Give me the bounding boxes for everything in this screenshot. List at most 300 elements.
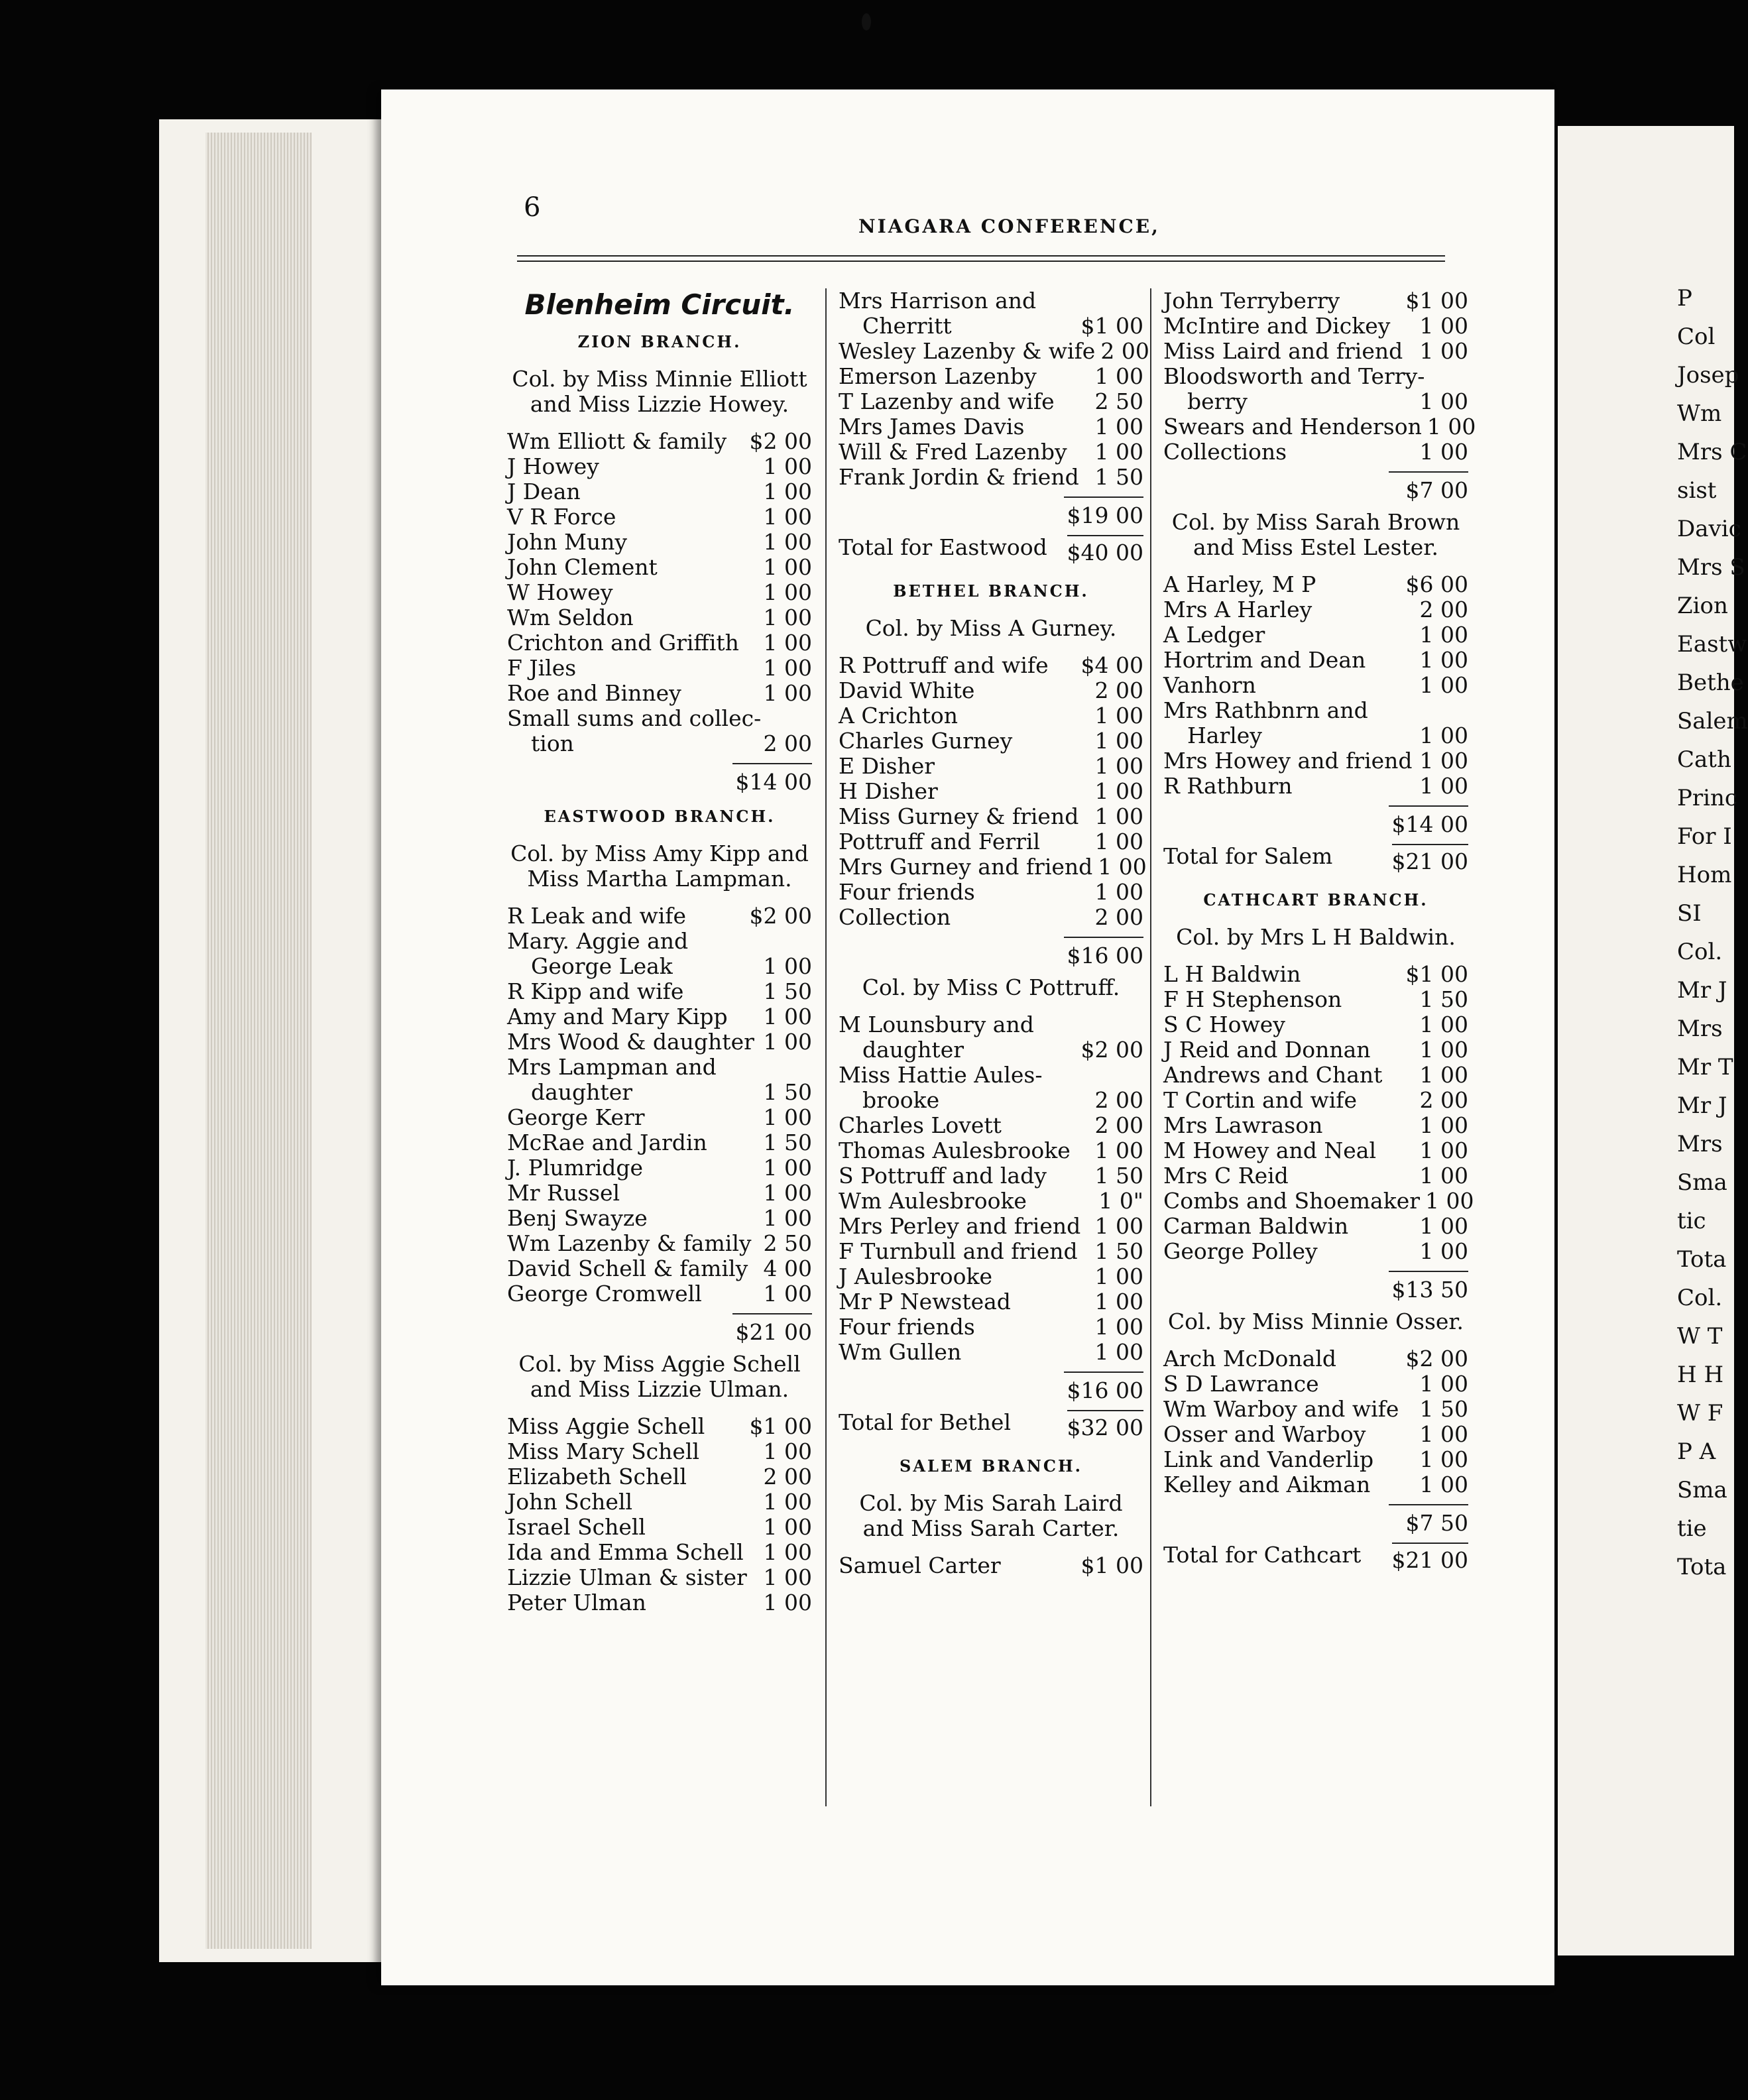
zion-branch-header: ZION BRANCH. bbox=[577, 332, 742, 351]
entry-row bbox=[839, 1063, 1143, 1088]
entry-amount: 1 00 bbox=[1094, 803, 1143, 829]
entry-amount: 1 00 bbox=[763, 529, 812, 555]
entry-amount: 1 00 bbox=[1419, 1213, 1468, 1239]
entry-row bbox=[1163, 1163, 1468, 1189]
entry-row bbox=[507, 1055, 812, 1080]
entry-row bbox=[1163, 1397, 1468, 1422]
entry-name: S C Howey bbox=[1163, 1012, 1285, 1037]
entry-name: Hortrim and Dean bbox=[1163, 647, 1366, 673]
entry-amount: 1 50 bbox=[1094, 464, 1143, 490]
entry-name: Israel Schell bbox=[507, 1514, 646, 1540]
entry-name: Wesley Lazenby & wife bbox=[839, 338, 1096, 364]
entry-amount: 1 00 bbox=[1419, 1112, 1468, 1138]
header-rule bbox=[517, 255, 1445, 262]
entry-name: J Dean bbox=[507, 479, 581, 504]
cathcart-entries-2 bbox=[1163, 1346, 1468, 1497]
next-page-fragment: Mr J bbox=[1677, 977, 1727, 1004]
book-page-edges bbox=[205, 133, 312, 1949]
scan-speck bbox=[862, 13, 871, 30]
entry-row bbox=[1163, 1037, 1468, 1063]
entry-row bbox=[507, 706, 812, 731]
entry-name: F H Stephenson bbox=[1163, 986, 1342, 1012]
entry-row bbox=[839, 439, 1143, 465]
entry-name: Four friends bbox=[839, 1314, 975, 1340]
entry-name: Kelley and Aikman bbox=[1163, 1472, 1371, 1497]
entry-amount: 1 00 bbox=[763, 1514, 812, 1540]
next-page-fragment: Eastw bbox=[1677, 631, 1747, 658]
entry-amount: 1 00 bbox=[763, 1155, 812, 1181]
entry-amount: 1 00 bbox=[763, 1205, 812, 1231]
entry-name: Mrs Perley and friend bbox=[839, 1213, 1081, 1239]
entry-name: Mrs Gurney and friend bbox=[839, 854, 1093, 880]
entry-name: Bloodsworth and Terry- bbox=[1163, 363, 1425, 389]
entry-name: Vanhorn bbox=[1163, 672, 1256, 698]
next-page-fragment: W T bbox=[1677, 1323, 1723, 1350]
entry-row bbox=[507, 555, 812, 580]
entry-amount: 1 50 bbox=[763, 1079, 812, 1105]
entry-amount: 1 50 bbox=[763, 1130, 812, 1155]
page-number: 6 bbox=[524, 192, 541, 223]
entry-amount: 1 00 bbox=[763, 1104, 812, 1130]
entry-row bbox=[507, 681, 812, 706]
entry-row bbox=[1163, 1239, 1468, 1264]
bethel-total: $32 00 bbox=[1067, 1410, 1143, 1440]
eastwood-branch-header: EASTWOOD BRANCH. bbox=[544, 807, 776, 826]
entry-row bbox=[507, 1105, 812, 1130]
entry-row bbox=[507, 929, 812, 954]
entry-amount: 1 00 bbox=[1419, 1037, 1468, 1063]
circuit-title: Blenheim Circuit. bbox=[524, 288, 795, 321]
entry-amount: 1 00 bbox=[1094, 1213, 1143, 1239]
entry-name: George Kerr bbox=[507, 1104, 645, 1130]
entry-row bbox=[839, 389, 1143, 414]
entry-row bbox=[1163, 1472, 1468, 1497]
entry-amount: 2 00 bbox=[763, 1464, 812, 1489]
salem-entries-2 bbox=[1163, 572, 1468, 799]
eastwood-collector-2: Col. by Miss Aggie Schell and Miss Lizzie Ulman. bbox=[518, 1351, 801, 1402]
entry-name: Peter Ulman bbox=[507, 1590, 646, 1615]
entry-amount: 1 00 bbox=[763, 630, 812, 656]
entry-row bbox=[507, 1155, 812, 1181]
entry-amount: 1 50 bbox=[1094, 1163, 1143, 1189]
entry-name: George Polley bbox=[1163, 1238, 1318, 1264]
next-page bbox=[1558, 126, 1748, 1955]
entry-row bbox=[1163, 987, 1468, 1012]
entry-name: Mrs James Davis bbox=[839, 414, 1025, 439]
column-divider bbox=[1150, 288, 1151, 1806]
entry-amount: 1 00 bbox=[1427, 414, 1476, 439]
entry-name: Ida and Emma Schell bbox=[507, 1539, 744, 1565]
entry-amount: 2 00 bbox=[1094, 1087, 1143, 1113]
cathcart-total: $21 00 bbox=[1392, 1543, 1468, 1573]
entry-name: V R Force bbox=[507, 504, 616, 530]
entry-amount: 1 50 bbox=[1094, 1238, 1143, 1264]
entry-amount: 1 00 bbox=[763, 605, 812, 630]
entry-amount: $1 00 bbox=[749, 1413, 812, 1439]
entry-amount: 1 00 bbox=[763, 1539, 812, 1565]
entry-row bbox=[1163, 1214, 1468, 1239]
entry-name: George Cromwell bbox=[507, 1281, 702, 1307]
entry-amount: 1 00 bbox=[1094, 1263, 1143, 1289]
eastwood-subtotal-1: $21 00 bbox=[732, 1313, 812, 1345]
entry-row bbox=[839, 905, 1143, 930]
entry-row bbox=[839, 288, 1143, 314]
entry-name: E Disher bbox=[839, 753, 935, 779]
entry-name: M Howey and Neal bbox=[1163, 1138, 1377, 1163]
entry-amount bbox=[1138, 1063, 1143, 1088]
entry-name: Swears and Henderson bbox=[1163, 414, 1422, 439]
entry-row bbox=[839, 1289, 1143, 1314]
entry-row bbox=[507, 630, 812, 656]
entry-name: A Harley, M P bbox=[1163, 571, 1316, 597]
salem-subtotal-2: $14 00 bbox=[1389, 805, 1468, 837]
entry-row bbox=[507, 1080, 812, 1105]
entry-row bbox=[507, 530, 812, 555]
entry-amount: 1 00 bbox=[763, 554, 812, 580]
entry-amount: 1 00 bbox=[763, 1590, 812, 1615]
entry-row bbox=[507, 1414, 812, 1439]
entry-row bbox=[507, 1256, 812, 1281]
entry-row bbox=[1163, 774, 1468, 799]
next-page-fragment: For I bbox=[1677, 823, 1732, 850]
entry-amount bbox=[807, 1055, 812, 1080]
entry-name: Pottruff and Ferril bbox=[839, 829, 1041, 854]
entry-name: Will & Fred Lazenby bbox=[839, 439, 1067, 465]
entry-amount: 1 00 bbox=[1094, 703, 1143, 729]
next-page-fragment: Mrs bbox=[1677, 1131, 1723, 1157]
next-page-fragment: sist bbox=[1677, 477, 1717, 504]
cathcart-subtotal-1: $13 50 bbox=[1389, 1271, 1468, 1303]
entry-amount: 2 50 bbox=[763, 1230, 812, 1256]
entry-amount: 1 00 bbox=[1094, 1339, 1143, 1365]
entry-amount: 1 00 bbox=[1425, 1188, 1474, 1214]
next-page-fragment: H H bbox=[1677, 1362, 1724, 1388]
entry-amount: 2 00 bbox=[1100, 338, 1149, 364]
entry-name: R Kipp and wife bbox=[507, 978, 684, 1004]
next-page-fragment: Col. bbox=[1677, 1285, 1723, 1311]
entry-row bbox=[507, 1515, 812, 1540]
entry-row bbox=[1163, 314, 1468, 339]
salem-total-label: Total for Salem bbox=[1163, 843, 1333, 869]
next-page-fragment: Sma bbox=[1677, 1169, 1727, 1196]
entry-amount: $1 00 bbox=[1405, 961, 1468, 987]
entry-name: David White bbox=[839, 677, 975, 703]
entry-name: John Clement bbox=[507, 554, 658, 580]
entry-name: Wm Elliott & family bbox=[507, 428, 727, 454]
entry-row bbox=[839, 1138, 1143, 1163]
bethel-branch-header: BETHEL BRANCH. bbox=[893, 581, 1089, 601]
entry-name: tion bbox=[531, 730, 574, 756]
salem-total: $21 00 bbox=[1392, 844, 1468, 874]
entry-amount: 1 00 bbox=[1419, 338, 1468, 364]
entry-row bbox=[507, 1439, 812, 1464]
entry-row bbox=[507, 1489, 812, 1515]
entry-amount: 1 00 bbox=[763, 504, 812, 530]
next-page-fragment: SI bbox=[1677, 900, 1702, 927]
entry-row bbox=[1163, 1113, 1468, 1138]
entry-amount: 1 00 bbox=[1419, 723, 1468, 748]
entry-name: R Pottruff and wife bbox=[839, 652, 1049, 678]
entry-row bbox=[839, 1012, 1143, 1037]
entry-name: Charles Gurney bbox=[839, 728, 1013, 754]
next-page-fragments bbox=[1677, 285, 1748, 1592]
entry-name: Samuel Carter bbox=[839, 1552, 1001, 1578]
entry-amount: 2 00 bbox=[763, 730, 812, 756]
entry-row bbox=[507, 454, 812, 479]
entry-row bbox=[1163, 1188, 1474, 1214]
entry-name: M Lounsbury and bbox=[839, 1012, 1034, 1037]
entry-amount: 1 00 bbox=[1094, 778, 1143, 804]
entry-row bbox=[839, 314, 1143, 339]
entry-amount: 1 00 bbox=[763, 479, 812, 504]
entry-row bbox=[839, 678, 1143, 703]
entry-row bbox=[507, 1029, 812, 1055]
entry-amount bbox=[807, 706, 812, 731]
entry-row bbox=[1163, 673, 1468, 698]
entry-row bbox=[839, 1239, 1143, 1264]
entry-name: Carman Baldwin bbox=[1163, 1213, 1349, 1239]
next-page-fragment: Zion bbox=[1677, 593, 1728, 619]
entry-row bbox=[839, 1340, 1143, 1365]
entry-row bbox=[1163, 1063, 1468, 1088]
entry-row bbox=[839, 1037, 1143, 1063]
salem-branch-header: SALEM BRANCH. bbox=[900, 1456, 1082, 1476]
entry-name: Mr P Newstead bbox=[839, 1289, 1011, 1314]
entry-name: Mrs Harrison and bbox=[839, 288, 1037, 314]
entry-row bbox=[839, 754, 1143, 779]
entry-amount: 1 00 bbox=[1098, 854, 1147, 880]
entry-amount: 1 00 bbox=[763, 1029, 812, 1055]
entry-amount: 1 00 bbox=[1419, 1472, 1468, 1497]
entry-row bbox=[507, 1004, 812, 1029]
entry-amount: 1 00 bbox=[1419, 647, 1468, 673]
entry-row bbox=[839, 364, 1143, 389]
entry-amount: 2 00 bbox=[1094, 904, 1143, 930]
entry-amount: 1 00 bbox=[1419, 1163, 1468, 1189]
entry-amount: 1 00 bbox=[1419, 388, 1468, 414]
bethel-collector-1: Col. by Miss A Gurney. bbox=[865, 615, 1117, 641]
entry-row bbox=[507, 954, 812, 979]
entry-row bbox=[839, 829, 1143, 854]
column-1 bbox=[507, 288, 812, 1615]
entry-name: Mrs A Harley bbox=[1163, 597, 1312, 622]
entry-name: Benj Swayze bbox=[507, 1205, 648, 1231]
entry-amount bbox=[1463, 698, 1468, 723]
entry-amount: 1 00 bbox=[763, 655, 812, 681]
entry-amount: 1 00 bbox=[1419, 748, 1468, 774]
entry-amount: 2 00 bbox=[1419, 597, 1468, 622]
entry-name: daughter bbox=[531, 1079, 632, 1105]
entry-name: berry bbox=[1187, 388, 1248, 414]
entry-row bbox=[507, 504, 812, 530]
entry-name: R Leak and wife bbox=[507, 903, 687, 929]
entry-row bbox=[1163, 1422, 1468, 1447]
entry-row bbox=[1163, 1447, 1468, 1472]
entry-row bbox=[839, 854, 1147, 880]
entry-name: J Aulesbrooke bbox=[839, 1263, 992, 1289]
entry-name: Mrs Howey and friend bbox=[1163, 748, 1413, 774]
entry-row bbox=[839, 653, 1143, 678]
entry-row bbox=[1163, 1371, 1468, 1397]
entry-row bbox=[1163, 572, 1468, 597]
entry-name: Arch McDonald bbox=[1163, 1346, 1337, 1371]
entry-name: Thomas Aulesbrooke bbox=[839, 1138, 1071, 1163]
entry-row bbox=[839, 880, 1143, 905]
next-page-fragment: P bbox=[1677, 285, 1692, 312]
entry-row bbox=[839, 1553, 1143, 1578]
next-page-fragment: Tota bbox=[1677, 1246, 1727, 1273]
entry-amount: 1 00 bbox=[1419, 1138, 1468, 1163]
entry-name: H Disher bbox=[839, 778, 938, 804]
entry-amount: 1 00 bbox=[1419, 773, 1468, 799]
eastwood-entries-2a bbox=[507, 1414, 812, 1615]
cathcart-total-label: Total for Cathcart bbox=[1163, 1542, 1362, 1568]
entry-name: S Pottruff and lady bbox=[839, 1163, 1047, 1189]
entry-name: Miss Laird and friend bbox=[1163, 338, 1403, 364]
entry-amount: 1 00 bbox=[763, 680, 812, 706]
entry-amount: 1 00 bbox=[1419, 1238, 1468, 1264]
column-2 bbox=[839, 288, 1149, 1578]
entry-row bbox=[839, 1189, 1143, 1214]
entry-row bbox=[839, 414, 1143, 439]
entry-name: Wm Warboy and wife bbox=[1163, 1396, 1399, 1422]
entry-amount: 1 00 bbox=[1419, 1371, 1468, 1397]
entry-name: F Turnbull and friend bbox=[839, 1238, 1078, 1264]
entry-name: J Reid and Donnan bbox=[1163, 1037, 1371, 1063]
entry-amount: 1 50 bbox=[1419, 986, 1468, 1012]
entry-row bbox=[1163, 723, 1468, 748]
entry-amount bbox=[1138, 288, 1143, 314]
entry-name: Mrs Lawrason bbox=[1163, 1112, 1323, 1138]
entry-name: Harley bbox=[1187, 723, 1262, 748]
salem-collector-1: Col. by Mis Sarah Laird and Miss Sarah Carter. bbox=[859, 1490, 1123, 1541]
entry-name: Frank Jordin & friend bbox=[839, 464, 1079, 490]
entry-amount: $6 00 bbox=[1405, 571, 1468, 597]
entry-row bbox=[1163, 288, 1468, 314]
entry-row bbox=[839, 338, 1149, 364]
entry-name: S D Lawrance bbox=[1163, 1371, 1319, 1397]
entry-amount: $2 00 bbox=[749, 428, 812, 454]
entry-amount: 1 00 bbox=[763, 953, 812, 979]
entry-amount: 1 00 bbox=[763, 1281, 812, 1307]
entry-name: A Crichton bbox=[839, 703, 959, 729]
entry-row bbox=[507, 429, 812, 454]
entry-row bbox=[839, 1214, 1143, 1239]
entry-name: Roe and Binney bbox=[507, 680, 681, 706]
entry-amount: 1 50 bbox=[1419, 1396, 1468, 1422]
entry-name: Miss Mary Schell bbox=[507, 1438, 700, 1464]
entry-name: Charles Lovett bbox=[839, 1112, 1002, 1138]
next-page-fragment: Col. bbox=[1677, 939, 1723, 965]
entry-amount: 1 00 bbox=[1094, 1138, 1143, 1163]
entry-name: John Terryberry bbox=[1163, 288, 1340, 314]
entry-name: McIntire and Dickey bbox=[1163, 313, 1391, 339]
next-page-fragment: Col bbox=[1677, 323, 1716, 350]
entry-amount: $4 00 bbox=[1080, 652, 1143, 678]
entry-amount: $1 00 bbox=[1405, 288, 1468, 314]
next-page-fragment: Cath bbox=[1677, 746, 1731, 773]
entry-name: Crichton and Griffith bbox=[507, 630, 739, 656]
entry-amount: 1 00 bbox=[1419, 439, 1468, 465]
next-page-fragment: Bethe bbox=[1677, 670, 1744, 696]
entry-name: Miss Hattie Aules- bbox=[839, 1062, 1043, 1088]
eastwood-collector-1: Col. by Miss Amy Kipp and Miss Martha Lampman. bbox=[510, 841, 809, 892]
entry-name: T Lazenby and wife bbox=[839, 388, 1055, 414]
entry-row bbox=[1163, 597, 1468, 622]
entry-amount: 1 00 bbox=[1094, 363, 1143, 389]
entry-name: Wm Gullen bbox=[839, 1339, 962, 1365]
entry-name: Miss Gurney & friend bbox=[839, 803, 1079, 829]
next-page-fragment: tic bbox=[1677, 1208, 1706, 1234]
entry-amount: $2 00 bbox=[749, 903, 812, 929]
entry-name: Combs and Shoemaker bbox=[1163, 1188, 1421, 1214]
entry-row bbox=[839, 1088, 1143, 1113]
entry-row bbox=[1163, 622, 1468, 648]
entry-row bbox=[507, 479, 812, 504]
entry-name: Elizabeth Schell bbox=[507, 1464, 687, 1489]
entry-amount: $1 00 bbox=[1080, 313, 1143, 339]
column-divider bbox=[825, 288, 827, 1806]
entry-amount: 1 00 bbox=[1419, 1012, 1468, 1037]
entry-name: Wm Seldon bbox=[507, 605, 634, 630]
entry-name: McRae and Jardin bbox=[507, 1130, 707, 1155]
entry-row bbox=[1163, 1346, 1468, 1371]
entry-amount: 1 00 bbox=[763, 1564, 812, 1590]
entry-row bbox=[507, 605, 812, 630]
entry-row bbox=[839, 804, 1143, 829]
entry-name: brooke bbox=[862, 1087, 940, 1113]
entry-amount: 1 00 bbox=[763, 453, 812, 479]
entry-amount: 1 00 bbox=[763, 1004, 812, 1029]
entry-row bbox=[1163, 698, 1468, 723]
entry-name: David Schell & family bbox=[507, 1255, 748, 1281]
entry-row bbox=[507, 580, 812, 605]
entry-amount: 1 00 bbox=[1094, 728, 1143, 754]
running-head: NIAGARA CONFERENCE, bbox=[858, 215, 1160, 237]
entry-name: J Howey bbox=[507, 453, 599, 479]
entry-amount bbox=[1463, 364, 1468, 389]
next-page-fragment: Mrs S bbox=[1677, 554, 1745, 581]
cathcart-entries-1 bbox=[1163, 961, 1474, 1264]
cathcart-collector-1: Col. by Mrs L H Baldwin. bbox=[1176, 924, 1456, 950]
bethel-entries-1 bbox=[839, 652, 1147, 930]
entry-row bbox=[507, 656, 812, 681]
entry-row bbox=[839, 703, 1143, 729]
entry-name: Andrews and Chant bbox=[1163, 1062, 1383, 1088]
next-page-fragment: Josep bbox=[1677, 362, 1739, 388]
bethel-subtotal-2: $16 00 bbox=[1064, 1371, 1143, 1403]
entry-name: Collection bbox=[839, 904, 951, 930]
salem-subtotal-1: $7 00 bbox=[1389, 471, 1468, 503]
next-page-fragment: tie bbox=[1677, 1515, 1707, 1542]
entry-row bbox=[839, 779, 1143, 804]
entry-amount: 1 00 bbox=[1094, 1289, 1143, 1314]
entry-amount bbox=[1138, 1012, 1143, 1037]
entry-name: George Leak bbox=[531, 953, 673, 979]
column-3 bbox=[1163, 288, 1476, 1586]
salem-entries-1a bbox=[839, 1553, 1143, 1578]
cathcart-branch-header: CATHCART BRANCH. bbox=[1203, 890, 1428, 909]
entry-amount: 1 00 bbox=[763, 1489, 812, 1515]
entry-row bbox=[1163, 414, 1476, 439]
entry-row bbox=[1163, 389, 1468, 414]
entry-row bbox=[507, 1181, 812, 1206]
next-page-fragment: Mrs C bbox=[1677, 439, 1747, 465]
entry-amount: 1 00 bbox=[1094, 1314, 1143, 1340]
entry-row bbox=[1163, 648, 1468, 673]
entry-row bbox=[507, 1540, 812, 1565]
entry-name: Mrs Lampman and bbox=[507, 1054, 717, 1080]
